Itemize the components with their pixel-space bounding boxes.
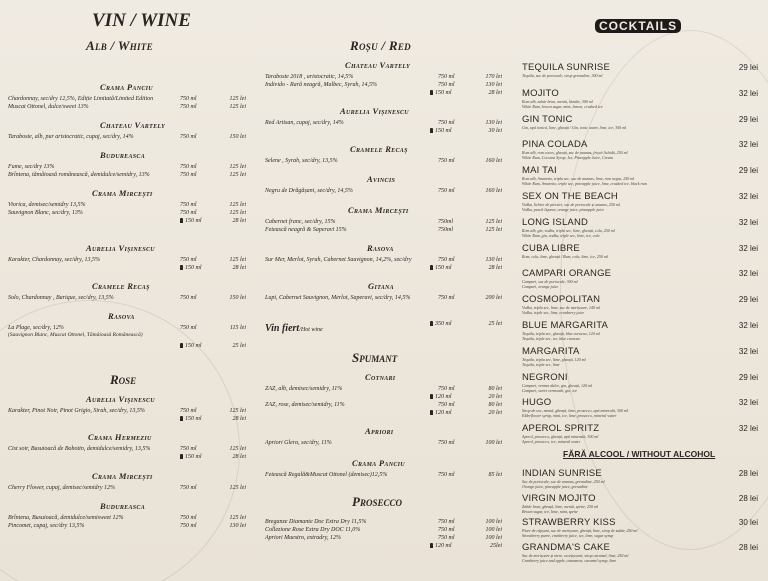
glass-icon [430, 321, 433, 326]
producer-heading: Rasova [367, 243, 394, 253]
cocktail-desc-en: Campari, orange juice [522, 284, 559, 290]
cocktail-price: 32 lei [738, 424, 758, 434]
cocktail-price: 32 lei [738, 140, 758, 150]
cocktail-price: 28 lei [738, 493, 758, 503]
wine-qty: 750 ml [438, 158, 455, 164]
cocktail-name: APEROL SPRITZ [522, 423, 600, 435]
wine-price: 100 lei [485, 527, 502, 533]
wine-price: 80 lei [488, 402, 502, 408]
wine-price: 125 lei [229, 96, 246, 102]
cocktail-desc: Sirop de soc, mentă, gheață, lime, prosecco, apă minerală, 300 ml [522, 408, 628, 414]
wine-qty: 750 ml [438, 74, 455, 80]
producer-heading: Chateau Vartely [100, 120, 166, 130]
wine-qty: 150 ml [430, 90, 452, 96]
glass-icon [430, 128, 433, 133]
glass-icon [430, 394, 433, 399]
wine-qty: 750 ml [180, 164, 197, 170]
wine-price: 130 lei [229, 523, 246, 529]
glass-icon [430, 410, 433, 415]
cocktail-desc: Vodka, triplu sec, lime, suc de merișoare, 140 ml [522, 305, 600, 311]
wine-name: Breganze Diamante Doc Extra Dry 11,5% [265, 519, 367, 525]
wine-name: Pincomet, cupaj, sec/dry 13,5% [8, 523, 85, 529]
no-alcohol-heading: FĂRĂ ALCOOL / WITHOUT ALCOHOL [563, 449, 716, 459]
wine-qty: 150 ml [430, 265, 452, 271]
producer-heading: Avincis [367, 174, 396, 184]
wine-name: Taraboste 2018 , aristocratic, 14,5% [265, 74, 354, 80]
red-heading: Roșu / Red [350, 38, 411, 53]
glass-icon [180, 416, 183, 421]
wine-price: 125 lei [229, 164, 246, 170]
glass-icon [430, 265, 433, 270]
rose-heading: Rose [110, 372, 137, 387]
cocktail-desc: Rom alb, rom cocos, gheață, suc de ananas, frișcă lichidă, 250 ml [522, 150, 628, 156]
wine-qty: 150 ml [180, 265, 202, 271]
producer-heading: Crama Mircești [92, 188, 153, 198]
cocktail-desc-en: Tequila, triple sec, ice, blue curacao [522, 336, 581, 341]
glass-icon [430, 543, 433, 548]
wine-price: 125 lei [229, 485, 246, 491]
cocktail-name: HUGO [522, 397, 552, 409]
producer-heading: Rasova [108, 311, 135, 321]
white-heading: Alb / White [86, 38, 153, 53]
producer-heading: Cramele Recaș [92, 281, 150, 291]
wine-price: 130 lei [485, 120, 502, 126]
cocktail-name: GIN TONIC [522, 113, 573, 125]
wine-qty: 750 ml [180, 485, 197, 491]
wine-qty: 750 ml [180, 408, 197, 414]
wine-price: 28 lei [488, 265, 502, 271]
wine-name: ZAZ, rose, demisec/semidry, 11% [265, 402, 345, 408]
wine-price: 115 lei [229, 325, 246, 331]
wine-qty: 750 ml [438, 519, 455, 525]
wine-qty: 750 ml [438, 386, 455, 392]
producer-heading: Crama Panciu [100, 82, 153, 92]
wine-price: 85 lei [488, 472, 502, 478]
cocktail-name: STRAWBERRY KISS [522, 517, 616, 528]
wine-name: Muscat Ottonel, dulce/sweet 13% [8, 104, 89, 110]
wine-price: 125 lei [229, 515, 246, 521]
glass-icon [180, 343, 183, 348]
cocktail-price: 29 lei [738, 63, 758, 72]
cocktail-desc: Rom alb, zahăr brun, mentă, lămâie, 300 ml [522, 98, 593, 104]
cocktail-desc: Campari, suc de portocale, 300 ml [522, 279, 578, 285]
cocktail-price: 29 lei [738, 295, 758, 305]
wine-name: Fetească neagră & Saperavi 15% [265, 227, 347, 233]
cocktail-price: 29 lei [738, 372, 758, 382]
wine-name: ZAZ, alb, demisec/semidry, 11% [265, 386, 343, 392]
wine-name: Taraboste, alb, pur aristocratic, cupaj, sec/dry, 14% [8, 134, 134, 140]
wine-qty: 150 ml [180, 416, 202, 422]
producer-heading: Gitana [368, 281, 394, 291]
glass-icon [180, 218, 183, 223]
wine-name: Cabernet franc, sec/dry, 15% [265, 219, 336, 225]
cocktail-price: 30 lei [738, 518, 758, 527]
wine-price: 100 lei [485, 535, 502, 541]
wine-name: Selene , Syrah, sec/dry, 13,5% [265, 158, 338, 164]
wine-price: 130 lei [485, 82, 502, 88]
wine-qty: 120 ml [430, 410, 452, 416]
wine-qty: 750 ml [438, 120, 455, 126]
hot-wine-item: Vin fiert/Hot wine [265, 323, 323, 334]
wine-price: 150 lei [229, 295, 246, 301]
wine-qty: 150 ml [180, 454, 202, 460]
wine-qty: 750 ml [180, 523, 197, 529]
cocktail-desc: Tequila, triplu sec, gheață, blue curacao, 120 ml [522, 331, 600, 336]
wine-name: Lupi, Cabernet Sauvignon, Merlot, Saperavi, sec/dry, 14,5% [265, 295, 411, 301]
wine-qty: 750 ml [438, 527, 455, 533]
page-title: VIN / WINE [92, 10, 191, 31]
cocktail-desc-en: Campari, sweet vermouth, gin, ice [522, 387, 577, 393]
cocktail-desc: Vodka, lichior de piersici, suc de portocale și ananas, 250 ml [522, 202, 620, 207]
wine-price: 125 lei [485, 227, 502, 233]
wine-name: Fetească Regală&Muscat Ottonel (demisec)12,5% [265, 472, 388, 478]
cocktail-name: TEQUILA SUNRISE [522, 62, 610, 73]
cocktail-name: NEGRONI [522, 371, 568, 383]
producer-heading: Aurelia Vișinescu [86, 243, 155, 253]
wine-price: 125 lei [229, 446, 246, 452]
cocktail-desc-en: Brown sugar, ice, lime, mint, sprite [522, 508, 578, 514]
cocktail-name: MAI TAI [522, 165, 557, 177]
wine-price: 125 lei [229, 104, 246, 110]
wine-name: Cherry Flower, cupaj, demisec/semidry 12% [8, 485, 115, 491]
wine-name: Viorica, demisec/semidry 13,5% [8, 202, 86, 208]
cocktail-desc: Piure de căpșuni, suc de merișoare, gheață, lime, sirop de zahăr, 250 ml [522, 528, 638, 533]
cocktail-desc: Rom alb, gin, vodka, triplu sec, lime, gheață, cola, 250 ml [522, 227, 615, 233]
wine-qty: 750 ml [438, 535, 455, 541]
cocktail-name: CAMPARI ORANGE [522, 268, 612, 280]
cocktail-price: 32 lei [738, 243, 758, 253]
cocktail-price: 32 lei [738, 217, 758, 227]
cocktail-name: BLUE MARGARITA [522, 320, 609, 331]
cocktail-desc: Suc de merișoare și mere, scorțișoară, sirop caramel, lime, 250 ml [522, 552, 629, 558]
wine-qty: 750 ml [180, 202, 197, 208]
cocktail-name: GRANDMA'S CAKE [522, 541, 611, 553]
wine-qty: 150 ml [430, 128, 452, 134]
cocktail-desc-en: Vodka, triple sec, lime, cranberry juice [522, 310, 585, 316]
wine-price: 100 lei [485, 440, 502, 446]
cocktail-name: COSMOPOLITAN [522, 294, 601, 306]
wine-qty: 750 ml [438, 257, 455, 263]
cocktail-price: 29 lei [738, 114, 758, 124]
wine-qty: 750 ml [180, 104, 197, 110]
wine-price: 125 lei [229, 210, 246, 216]
wine-qty: 750 ml [438, 82, 455, 88]
glass-icon [180, 265, 183, 270]
wine-qty: 750 ml [180, 325, 197, 331]
glass-icon [180, 454, 183, 459]
wine-price: 28 lei [232, 454, 246, 460]
cocktail-price: 32 lei [738, 321, 758, 330]
cocktail-name: SEX ON THE BEACH [522, 191, 618, 202]
wine-price: 160 lei [485, 188, 502, 194]
wine-qty: 750 ml [180, 257, 197, 263]
wine-qty: 150 ml [180, 218, 202, 224]
cocktail-desc: Rom, cola, lime, gheață / Rum, cola, lime, ice, 250 ml [522, 253, 608, 259]
wine-price: 25lei [490, 543, 502, 549]
cocktail-name: MOJITO [522, 87, 559, 99]
wine-price: 125 lei [485, 219, 502, 225]
wine-price: 80 lei [488, 386, 502, 392]
wine-qty: 750 ml [438, 472, 455, 478]
cocktail-price: 32 lei [738, 398, 758, 408]
cocktail-price: 28 lei [738, 469, 758, 478]
wine-price: 28 lei [232, 218, 246, 224]
cocktail-price: 29 lei [738, 166, 758, 176]
wine-name: Negru de Drăgășani, sec/dry, 14,5% [265, 188, 353, 194]
wine-qty: 750ml [438, 219, 453, 225]
wine-qty: 750 ml [180, 446, 197, 452]
wine-qty: 750ml [438, 227, 453, 233]
wine-qty: 120 ml [430, 394, 452, 400]
wine-name: Apriori Maestro, extradry, 12% [265, 535, 341, 541]
wine-qty: 750 ml [438, 402, 455, 408]
cocktail-desc-en: White Rum, Amaretto, triple sec, pineapple juice, lime, crushed ice, black rum [522, 181, 647, 187]
cocktail-price: 32 lei [738, 88, 758, 98]
wine-price: 20 lei [488, 394, 502, 400]
cocktail-desc: Aperol, prosecco, gheață, apă minerală, 300 ml [522, 434, 599, 440]
wine-name: Fume, sec/dry 13% [8, 164, 55, 170]
cocktail-desc-en: Vodka, peach liqueur, orange juice, pineapple juice [522, 207, 605, 212]
cocktail-price: 32 lei [738, 192, 758, 201]
cocktail-desc-en: White Rum, Coconut Syrup, Ice, Pineapple Juice, Cream [522, 155, 613, 161]
cocktail-desc: Tequila, triplu sec, lime, gheață, 120 ml [522, 356, 586, 362]
glass-icon [430, 90, 433, 95]
wine-price: 20 lei [488, 410, 502, 416]
wine-price: 25 lei [488, 321, 502, 327]
wine-price: 30 lei [488, 128, 502, 134]
wine-qty: 750 ml [438, 440, 455, 446]
cocktail-desc: Gin, apă tonică, lime, gheață / Gin, tonic water, lime, ice, 300 ml [522, 124, 627, 130]
producer-heading: Cotnari [365, 372, 396, 382]
wine-qty: 750 ml [438, 295, 455, 301]
wine-qty: 750 ml [180, 96, 197, 102]
cocktail-name: INDIAN SUNRISE [522, 468, 602, 479]
wine-name: Sur Mer, Merlot, Syrah, Cabernet Sauvignon, 14,2%, sec/dry [265, 257, 412, 263]
wine-price: 28 lei [232, 265, 246, 271]
wine-qty: 350 ml [430, 321, 452, 327]
cocktail-name: VIRGIN MOJITO [522, 492, 596, 504]
producer-heading: Crama Mircești [92, 471, 153, 481]
wine-name: La Plage, sec/dry, 12% [8, 325, 64, 331]
wine-name: Karakter, Pinot Noir, Pinot Grigio, Sirah, sec/dry, 13,5% [8, 408, 145, 414]
wine-price: 125 lei [229, 172, 246, 178]
cocktail-desc: Tequila, suc de portocale, sirop grenadine, 300 ml [522, 73, 603, 78]
wine-price: 150 lei [229, 134, 246, 140]
cocktails-logo: COCKTAILS [595, 17, 681, 35]
cocktail-price: 28 lei [738, 542, 758, 552]
wine-price: 28 lei [232, 416, 246, 422]
wine-qty: 750 ml [180, 515, 197, 521]
wine-price: 125 lei [229, 408, 246, 414]
wine-name: Chardonnay, sec/dry 12,5%, Ediție Limitată/Limited Edition [8, 96, 154, 102]
wine-price: 125 lei [229, 257, 246, 263]
cocktail-desc-en: Aperol, prosecco, ice, mineral water [522, 439, 581, 445]
cocktail-price: 32 lei [738, 346, 758, 356]
wine-qty: 750 ml [438, 188, 455, 194]
wine-name: Red Artisan, cupaj, sec/dry, 14% [265, 120, 344, 126]
producer-heading: Aurelia Vișinescu [86, 394, 155, 404]
sparkling-heading: Spumant [352, 350, 398, 365]
producer-heading: Apriori [365, 426, 394, 436]
cocktail-desc-en: Strawberry puree, cranberry juice, ice, lime, sugar syrup [522, 533, 614, 538]
cocktail-desc-en: Tequila, triple sec, lime [522, 361, 560, 367]
wine-price: 130 lei [485, 257, 502, 263]
producer-heading: Chateau Vartely [345, 60, 411, 70]
wine-name: Cist soir, Busuioacă de Bohotin, demidulce/semidry, 13,5% [8, 446, 151, 452]
producer-heading: Crama Mircești [348, 205, 409, 215]
wine-name: Solo, Chardonnay , Barique, sec/dry, 13,5% [8, 295, 114, 301]
wine-name: Sauvignon Blanc, sec/dry, 13% [8, 210, 83, 216]
prosecco-heading: Prosecco [352, 494, 402, 509]
producer-heading: Budureasca [100, 501, 146, 511]
producer-heading: Crama Hermeziu [88, 432, 152, 442]
cocktail-desc: Suc de portocale, suc de ananas, grenadine, 250 ml [522, 479, 605, 484]
wine-qty: 750 ml [180, 210, 197, 216]
cocktail-desc: Rom alb, Amaretto, triplu sec, suc de ananas, lime, rom negru, 250 ml [522, 176, 635, 182]
wine-qty: 150 ml [180, 343, 202, 349]
wine-price: 125 lei [229, 202, 246, 208]
producer-heading: Budureasca [100, 150, 146, 160]
cocktail-price: 32 lei [738, 269, 758, 279]
cocktail-desc: Campari, vermut dulce, gin, gheață, 120 ml [522, 382, 592, 388]
cocktail-desc: Zahăr brun, gheață, lime, mentă, sprite, 250 ml [522, 503, 598, 509]
producer-heading: Cramele Recaș [350, 144, 408, 154]
cocktail-desc-en: Elderflower syrup, mint, ice, lime, prosecco, mineral water [522, 413, 617, 419]
wine-price: 200 lei [485, 295, 502, 301]
cocktail-desc-en: White Rum, gin, vodka, triple sec, lime, ice, cola [522, 232, 600, 238]
wine-note: (Sauvignon Blanc, Muscat Ottonel, Tămâioasă Românească) [8, 332, 143, 338]
cocktail-name: PINA COLADA [522, 139, 588, 151]
wine-price: 28 lei [488, 90, 502, 96]
wine-price: 160 lei [485, 158, 502, 164]
wine-price: 100 lei [485, 519, 502, 525]
producer-heading: Aurelia Vișinescu [340, 106, 409, 116]
wine-qty: 750 ml [180, 134, 197, 140]
producer-heading: Crama Panciu [352, 458, 405, 468]
wine-name: Brîntena, tămâioasă românească, demidulce/semidry, 13% [8, 172, 150, 178]
cocktail-name: CUBA LIBRE [522, 242, 580, 254]
cocktail-desc-en: White Rum, brown sugar, mint, lemon, crushed ice [522, 103, 603, 109]
cocktail-desc-en: Cranberry juice and apple, cinnamon, caramel syrup, lime [522, 557, 617, 563]
cocktail-name: LONG ISLAND [522, 216, 589, 228]
wine-qty: 120 ml [430, 543, 452, 549]
wine-qty: 750 ml [180, 172, 197, 178]
wine-qty: 750 ml [180, 295, 197, 301]
wine-price: 25 lei [232, 343, 246, 349]
wine-name: Karakter, Chardonnay, sec/dry, 13,5% [8, 257, 100, 263]
cocktail-name: MARGARITA [522, 345, 580, 357]
wine-price: 170 lei [485, 74, 502, 80]
wine-name: Apriori Glera, sec/dry, 11% [265, 440, 332, 446]
wine-name: Brîntena, Busuioacă, demidulce/semisweet 12% [8, 515, 124, 521]
cocktail-desc-en: Orange juice, pineapple juice, grenadine [522, 484, 588, 489]
wine-name: Individo - Rară neagră, Malbec, Syrah, 14,5% [265, 82, 377, 88]
wine-name: Collezione Rose Extra Dry DOC 11,0% [265, 527, 361, 533]
